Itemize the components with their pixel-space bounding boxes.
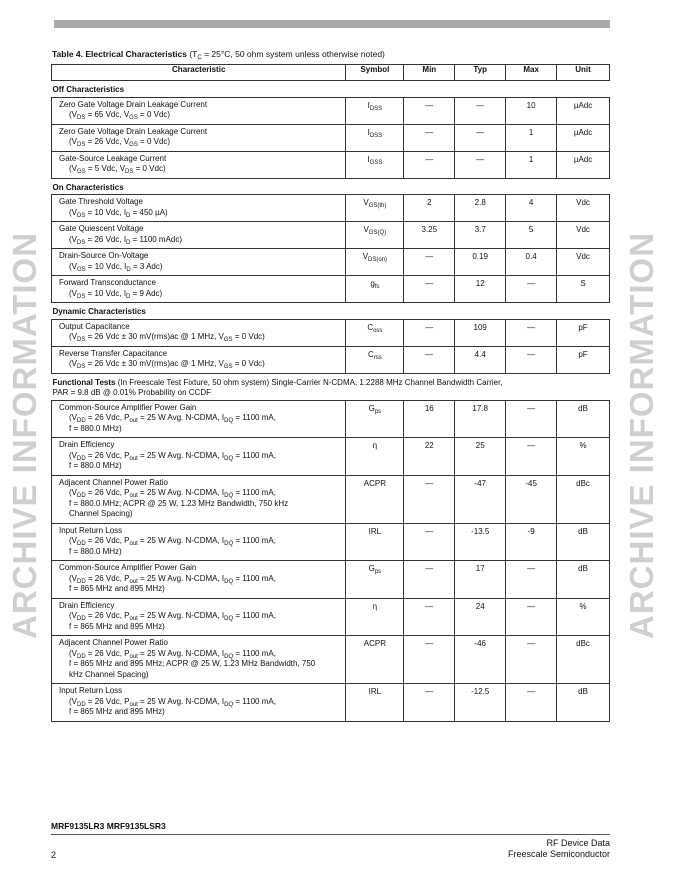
section-heading: On Characteristics (52, 182, 124, 192)
table-caption: Table 4. Electrical Characteristics ($T_C = 25^\circ C$, 50 ohm system unless otherwise noted) (52, 49, 385, 61)
test-condition: ($V_{DS} = 65$ Vdc, $V_{GS} = 0$ Vdc) (69, 110, 171, 121)
col-header-symbol: Symbol (346, 65, 404, 81)
table-row: Output Capacitance ($V_{DS} = 26$ Vdc ± 30 mV(rms)ac @ 1 MHz, $V_{GS} = 0$ Vdc) $C_{oss}$ — 109 — pF (52, 319, 610, 346)
test-condition: ($V_{DD} = 26$ Vdc, $P_{out} = 25$ W Avg. N-CDMA, $I_{DQ} = 1100$ mA, (69, 573, 276, 585)
table-row: Input Return Loss ($V_{DD} = 26$ Vdc, $P_{out} = 25$ W Avg. N-CDMA, $I_{DQ} = 1100$ mA, f = 880.0 MHz) IRL — -13.5 -9 dB (52, 523, 610, 561)
test-condition: ($V_{DS} = 26$ Vdc ± 30 mV(rms)ac @ 1 MHz, $V_{GS} = 0$ Vdc) (69, 332, 265, 343)
table-row: Zero Gate Voltage Drain Leakage Current ($V_{DS} = 26$ Vdc, $V_{GS} = 0$ Vdc) $I_{DSS}$ — — 1 µAdc (52, 124, 610, 151)
symbol-cell: IRL (346, 523, 404, 561)
symbol-cell: $I_{DSS}$ (346, 97, 404, 124)
footer-line-1: RF Device Data (546, 838, 610, 848)
symbol-cell: $G_{ps}$ (346, 400, 404, 438)
col-header-min: Min (404, 65, 455, 81)
col-header-characteristic: Characteristic (52, 65, 346, 81)
table-row: Drain Efficiency ($V_{DD} = 26$ Vdc, $P_{out} = 25$ W Avg. N-CDMA, $I_{DQ} = 1100$ mA, f = 865 MHz and 895 MHz) η — 24 — % (52, 598, 610, 636)
test-condition: ($V_{GS} = 5$ Vdc, $V_{DS} = 0$ Vdc) (69, 164, 166, 175)
table-row: Common-Source Amplifier Power Gain ($V_{DD} = 26$ Vdc, $P_{out} = 25$ W Avg. N-CDMA, $I_{DQ} = 1100$ mA, f = 880.0 MHz) $G_{ps}$ 16 17.8 — dB (52, 400, 610, 438)
test-condition: ($V_{DS} = 10$ Vdc, $I_D = 9$ Adc) (69, 288, 163, 300)
test-condition: ($V_{DS} = 26$ Vdc ± 30 mV(rms)ac @ 1 MHz, $V_{GS} = 0$ Vdc) (69, 359, 265, 370)
footer-line-2: Freescale Semiconductor (507, 849, 610, 859)
table-title: Table 4. Electrical Characteristics (52, 49, 187, 59)
symbol-cell: η (346, 598, 404, 636)
table-row: Common-Source Amplifier Power Gain ($V_{DD} = 26$ Vdc, $P_{out} = 25$ W Avg. N-CDMA, $I_{DQ} = 1100$ mA, f = 865 MHz and 895 MHz) $G_{ps}$ — 17 — dB (52, 561, 610, 599)
header-bar (54, 20, 610, 28)
section-heading: Functional Tests (In Freescale Test Fixture, 50 ohm system) Single-Carrier N-CDMA, 1.2288 MHz Channel Bandwidth Carrier, PAR = 9.8 dB @ 0.01% Probability on CCDF (52, 377, 503, 397)
test-condition: ($V_{DS} = 26$ Vdc, $I_D = 1100$ mAdc) (69, 234, 183, 246)
table-header-row (52, 65, 610, 81)
symbol-cell: IRL (346, 684, 404, 722)
page-number: 2 (51, 850, 57, 860)
test-condition: ($V_{DD} = 26$ Vdc, $P_{out} = 25$ W Avg. N-CDMA, $I_{DQ} = 1100$ mA, (69, 696, 276, 708)
table-row: Gate-Source Leakage Current ($V_{GS} = 5$ Vdc, $V_{DS} = 0$ Vdc) $I_{GSS}$ — — 1 µAdc (52, 151, 610, 178)
table-row: Input Return Loss ($V_{DD} = 26$ Vdc, $P_{out} = 25$ W Avg. N-CDMA, $I_{DQ} = 1100$ mA, f = 865 MHz and 895 MHz) IRL — -12.5 — dB (52, 684, 610, 722)
table-row: Reverse Transfer Capacitance ($V_{DS} = 26$ Vdc ± 30 mV(rms)ac @ 1 MHz, $V_{GS} = 0$ Vdc) $C_{rss}$ — 4.4 — pF (52, 346, 610, 373)
table-row: Adjacent Channel Power Ratio ($V_{DD} = 26$ Vdc, $P_{out} = 25$ W Avg. N-CDMA, $I_{DQ} = 1100$ mA, f = 880.0 MHz; ACPR @ 25 W, 1.23 MHz Bandwidth, 750 kHz Channel Spacing) ACPR — -47 -45 dBc (52, 475, 610, 523)
table-row: Drain-Source On-Voltage ($V_{GS} = 10$ Vdc, $I_D = 3$ Adc) $V_{DS(on)}$ — 0.19 0.4 Vdc (52, 249, 610, 276)
electrical-characteristics-table (51, 64, 610, 722)
table-row: Drain Efficiency ($V_{DD} = 26$ Vdc, $P_{out} = 25$ W Avg. N-CDMA, $I_{DQ} = 1100$ mA, f = 880.0 MHz) η 22 25 — % (52, 438, 610, 476)
table-row: Forward Transconductance ($V_{DS} = 10$ Vdc, $I_D = 9$ Adc) $g_{fs}$ — 12 — S (52, 276, 610, 303)
symbol-cell: $I_{GSS}$ (346, 151, 404, 178)
test-condition: ($V_{DD} = 26$ Vdc, $P_{out} = 25$ W Avg. N-CDMA, $I_{DQ} = 1100$ mA, (69, 450, 276, 462)
table-row: Gate Threshold Voltage ($V_{DS} = 10$ Vdc, $I_D = 450$ µA) $V_{GS(th)}$ 2 2.8 4 Vdc (52, 195, 610, 222)
symbol-cell: $V_{GS(Q)}$ (346, 222, 404, 249)
test-condition: ($V_{DD} = 26$ Vdc, $P_{out} = 25$ W Avg. N-CDMA, $I_{DQ} = 1100$ mA, (69, 536, 276, 547)
test-condition: ($V_{DD} = 26$ Vdc, $P_{out} = 25$ W Avg. N-CDMA, $I_{DQ} = 1100$ mA, (69, 488, 276, 499)
test-condition: ($V_{DS} = 10$ Vdc, $I_D = 450$ µA) (69, 207, 168, 219)
table-row: Adjacent Channel Power Ratio ($V_{DD} = 26$ Vdc, $P_{out} = 25$ W Avg. N-CDMA, $I_{DQ} = 1100$ mA, f = 865 MHz and 895 MHz; ACPR @ 25 W, 1.23 MHz Bandwidth, 750 kHz Channel Spacing) ACPR — -46 — dBc (52, 636, 610, 684)
col-header-typ: Typ (455, 65, 506, 81)
symbol-cell: $V_{GS(th)}$ (346, 195, 404, 222)
test-condition: ($V_{DD} = 26$ Vdc, $P_{out} = 25$ W Avg. N-CDMA, $I_{DQ} = 1100$ mA, (69, 648, 276, 660)
table-row: Gate Quiescent Voltage ($V_{DS} = 26$ Vdc, $I_D = 1100$ mAdc) $V_{GS(Q)}$ 3.25 3.7 5 Vdc (52, 222, 610, 249)
col-header-unit: Unit (557, 65, 610, 81)
test-condition: ($V_{DD} = 26$ Vdc, $P_{out} = 25$ W Avg. N-CDMA, $I_{DQ} = 1100$ mA, (69, 413, 276, 424)
symbol-cell: ACPR (346, 475, 404, 523)
symbol-cell: $V_{DS(on)}$ (346, 249, 404, 276)
symbol-cell: $g_{fs}$ (346, 276, 404, 303)
footer-divider (51, 834, 610, 835)
symbol-cell: $C_{oss}$ (346, 319, 404, 346)
symbol-cell: $C_{rss}$ (346, 346, 404, 373)
archive-watermark-right: ARCHIVE INFORMATION (623, 231, 660, 639)
test-condition: ($V_{GS} = 10$ Vdc, $I_D = 3$ Adc) (69, 261, 163, 273)
test-condition: ($V_{DD} = 26$ Vdc, $P_{out} = 25$ W Avg. N-CDMA, $I_{DQ} = 1100$ mA, (69, 611, 276, 622)
symbol-cell: $G_{ps}$ (346, 561, 404, 599)
archive-watermark-left: ARCHIVE INFORMATION (6, 231, 43, 639)
section-heading: Off Characteristics (52, 85, 125, 94)
footer-right (508, 838, 610, 860)
symbol-cell: η (346, 438, 404, 476)
part-number: MRF9135LR3 MRF9135LSR3 (51, 821, 166, 831)
symbol-cell: ACPR (346, 636, 404, 684)
col-header-max: Max (506, 65, 557, 81)
table-row: Zero Gate Voltage Drain Leakage Current ($V_{DS} = 65$ Vdc, $V_{GS} = 0$ Vdc) $I_{DSS}$ — — 10 µAdc (52, 97, 610, 124)
section-heading: Dynamic Characteristics (52, 307, 146, 316)
symbol-cell: $I_{DSS}$ (346, 124, 404, 151)
test-condition: ($V_{DS} = 26$ Vdc, $V_{GS} = 0$ Vdc) (69, 137, 171, 148)
